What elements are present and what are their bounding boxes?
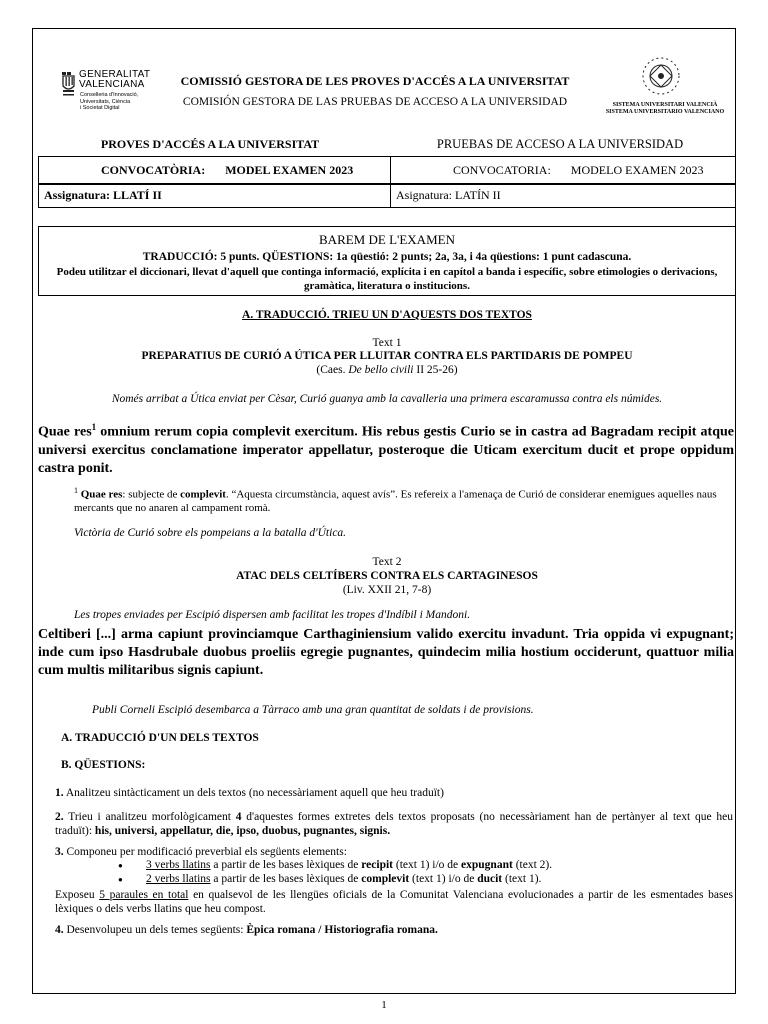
question-3-text: Componeu per modificació preverbial els següents elements:	[63, 846, 347, 858]
gva-sub-line-1: Conselleria d'Innovació,	[80, 92, 139, 98]
question-3-exposition-rest: en qualsevol de les llengües oficials de la Comunitat Valenciana evolucionades a partir de les esmentades bases lèxiques o dels verbs llatins que heu compost.	[55, 889, 733, 915]
part-b-heading: B. QÜESTIONS:	[61, 759, 146, 771]
proves-title-es: PRUEBAS DE ACCESO A LA UNIVERSIDAD	[436, 137, 684, 151]
gva-sub-line-3: i Societat Digital	[80, 105, 120, 111]
bullet-1-mid: a partir de les bases lèxiques de	[210, 859, 362, 871]
text1-latin-rest: omnium rerum copia complevit exercitum. His rebus gestis Curio se in castra ad Bagradam recipit atque universi exercitus conclamatione imperator appellatur, posteroque die Uticam exercitum ducit et prope oppidum castra ponit.	[38, 424, 735, 476]
gva-sub-line-2: Universitats, Ciència	[80, 98, 131, 105]
question-3-bullet-1	[118, 859, 552, 871]
barem-box	[38, 226, 736, 296]
convocatoria-val-cell	[39, 157, 391, 184]
text1-source	[38, 364, 736, 376]
question-4-topics: Èpica romana / Historiografia romana.	[246, 924, 438, 936]
question-3-exposition-pre: Exposeu	[55, 889, 100, 901]
convocatoria-row	[38, 156, 736, 185]
text1-footnote	[74, 484, 734, 515]
gva-name-line-1: GENERALITAT	[79, 69, 151, 80]
barem-title: BAREM DE L'EXAMEN	[319, 232, 455, 247]
gva-conselleria	[80, 92, 138, 112]
text1-title: PREPARATIUS DE CURIÓ A ÚTICA PER LLUITAR CONTRA ELS PARTIDARIS DE POMPEU	[141, 350, 633, 362]
footnote-mid: : subjecte de	[122, 488, 181, 501]
question-1-text: Analitzeu sintàcticament un dels textos (no necessàriament aquell que heu traduït)	[63, 787, 444, 799]
question-4-number: 4.	[55, 924, 64, 936]
bullet-1-word-1: recipit	[361, 859, 393, 871]
text1-victory-note: Victòria de Curió sobre els pompeians a la batalla d'Útica.	[74, 527, 347, 539]
commission-title-val: COMISSIÓ GESTORA DE LES PROVES D'ACCÉS A LA UNIVERSITAT	[180, 74, 570, 88]
assignatura-val: Assignatura: LLATÍ II	[44, 188, 162, 202]
question-4-text: Desenvolupeu un dels temes següents:	[63, 924, 247, 936]
question-4	[55, 923, 733, 937]
text1-latin-start: Quae res	[38, 424, 92, 440]
bullet-2-mid-2: (text 1) i/o de	[409, 873, 478, 885]
question-2	[55, 810, 733, 838]
question-1-number: 1.	[55, 787, 64, 799]
text2-latin: Celtiberi [...] arma capiunt provinciamque Carthaginiensium valido exercitu invadunt. Tria oppida vi expugnant; inde cum ipso Hasdrubale duobus proeliis egregie pugnantes, quindecim milia hostium occiderunt, quattuor milia cum multis militaribus signis capiunt.	[38, 627, 734, 678]
footnote-number: 1	[74, 486, 78, 495]
barem-dictionary-note: Podeu utilitzar el diccionari, llevat d'aquell que continga informació, explícita i en capítol a banda i específic, sobre etimologies o derivacions, gramàtica, literatura o institucions.	[56, 266, 718, 292]
text2-title: ATAC DELS CELTÍBERS CONTRA ELS CARTAGINESOS	[236, 570, 538, 582]
text1-footnote-ref: 1	[91, 422, 97, 432]
bullet-2-word-1: complevit	[361, 873, 410, 885]
footnote-term: Quae res	[80, 488, 123, 501]
gva-name	[79, 70, 150, 90]
bullet-icon: ●	[118, 875, 123, 884]
part-a-heading: A. TRADUCCIÓ D'UN DELS TEXTOS	[61, 732, 259, 744]
text1-label: Text 1	[372, 337, 402, 349]
bullet-2-mid: a partir de les bases lèxiques de	[210, 873, 362, 885]
question-3-exposition-count: 5 paraules en total	[99, 889, 189, 901]
question-2-count: 4	[235, 811, 242, 823]
question-3-number: 3.	[55, 846, 64, 858]
text1-source-work: De bello civili	[348, 364, 414, 376]
convocatoria-value-es: MODELO EXAMEN 2023	[570, 163, 704, 177]
assignatura-es-cell	[391, 184, 735, 207]
bullet-2-count: 2 verbs llatins	[146, 873, 211, 885]
suv-caption-val: SISTEMA UNIVERSITARI VALENCIÀ	[612, 102, 718, 108]
convocatoria-label-es: CONVOCATORIA:	[453, 163, 551, 177]
bullet-1-mid-2: (text 1) i/o de	[393, 859, 462, 871]
bullet-1-word-2: expugnant	[461, 859, 513, 871]
question-2-mid: d'aquestes formes extretes dels textos proposats (no necessàriament han de pertànyer al text que heu traduït):	[55, 811, 733, 837]
footnote-rest: . “Aquesta circumstància, aquest avís”. Es refereix a l'amenaça de Curió de considerar enemigues aquelles naus mercants que no anaren al campament romà.	[74, 488, 717, 514]
text1-source-pre: (Caes.	[316, 364, 349, 376]
bullet-2-end: (text 1).	[502, 873, 542, 885]
convocatoria-label-val: CONVOCATÒRIA:	[101, 163, 206, 177]
question-3-exposition	[55, 888, 733, 916]
section-a-heading: A. TRADUCCIÓ. TRIEU UN D'AQUESTS DOS TEXTOS	[242, 309, 532, 321]
gva-name-line-2: VALENCIANA	[79, 79, 145, 90]
footnote-term-2: complevit	[180, 488, 226, 501]
page-number: 1	[381, 999, 387, 1011]
question-2-forms: his, universi, appellatur, die, ipso, duobus, pugnantes, signis.	[94, 825, 391, 837]
convocatoria-value-val: MODEL EXAMEN 2023	[225, 163, 354, 177]
bullet-icon: ●	[118, 861, 123, 870]
suv-caption	[595, 102, 735, 116]
question-1	[55, 786, 733, 800]
question-3	[55, 845, 733, 859]
question-3-bullet-2	[118, 873, 541, 885]
assignatura-es: Asignatura: LATÍN II	[396, 188, 501, 202]
bullet-1-count: 3 verbs llatins	[146, 859, 211, 871]
barem-points: TRADUCCIÓ: 5 punts. QÜESTIONS: 1a qüestió: 2 punts; 2a, 3a, i 4a qüestions: 1 punt cadascuna.	[142, 251, 632, 263]
text1-source-post: II 25-26)	[413, 364, 458, 376]
text2-after-note: Publi Corneli Escipió desembarca a Tàrraco amb una gran quantitat de soldats i de provisions.	[92, 704, 534, 716]
assignatura-row	[38, 183, 736, 208]
sistema-universitari-logo	[620, 52, 702, 106]
question-2-pre: Trieu i analitzeu morfològicament	[63, 811, 236, 823]
convocatoria-es-cell	[391, 157, 735, 184]
bullet-1-end: (text 2).	[512, 859, 553, 871]
text2-label: Text 2	[372, 556, 402, 568]
question-2-number: 2.	[55, 811, 64, 823]
proves-title-val: PROVES D'ACCÉS A LA UNIVERSITAT	[100, 137, 320, 151]
commission-title-es: COMISIÓN GESTORA DE LAS PRUEBAS DE ACCESO A LA UNIVERSIDAD	[182, 96, 568, 108]
text2-source: (Liv. XXII 21, 7-8)	[342, 584, 432, 596]
assignatura-val-cell	[39, 184, 391, 207]
bullet-2-word-2: ducit	[477, 873, 503, 885]
text1-latin	[38, 418, 734, 478]
text1-intro: Només arribat a Útica enviat per Cèsar, Curió guanya amb la cavalleria una primera escaramussa contra els númides.	[111, 393, 663, 405]
text2-intro: Les tropes enviades per Escipió dispersen amb facilitat les tropes d'Indíbil i Mandoni.	[74, 609, 471, 621]
suv-caption-es: SISTEMA UNIVERSITARIO VALENCIANO	[605, 109, 725, 115]
